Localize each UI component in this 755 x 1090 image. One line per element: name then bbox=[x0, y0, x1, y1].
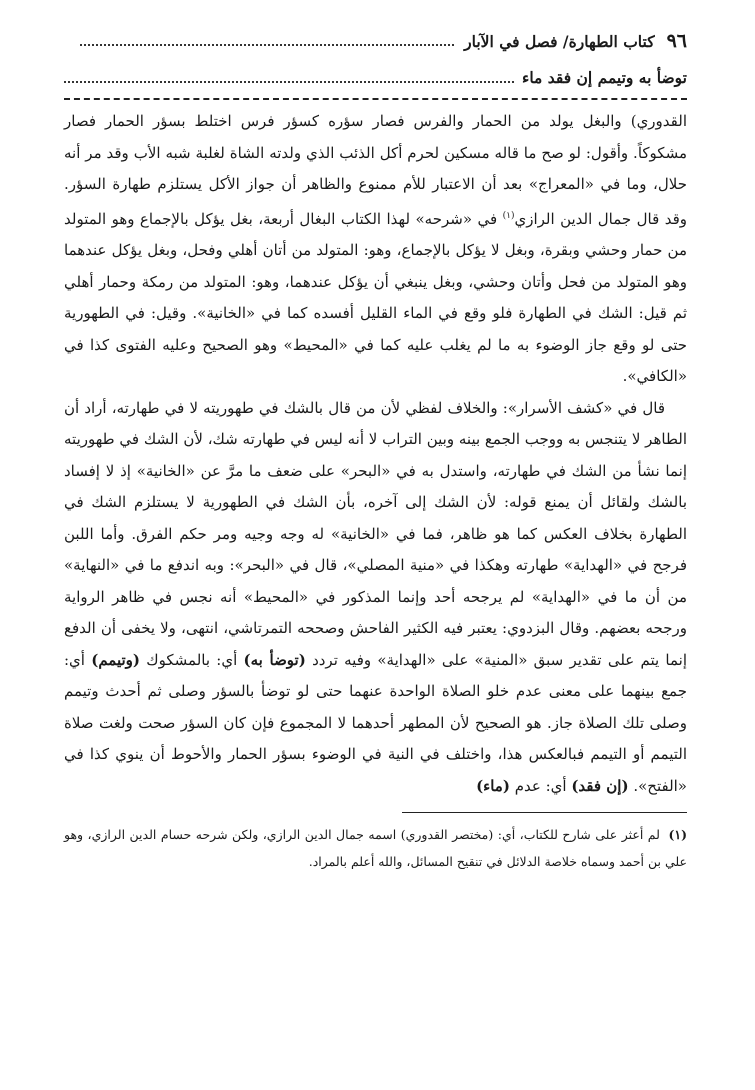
paragraph-2-segment: أي: عدم bbox=[509, 776, 572, 795]
section-heading-text: توضأ به وتيمم إن فقد ماء bbox=[522, 67, 687, 87]
footnote-text: لم أعثر على شارح للكتاب، أي: (مختصر القدوري) اسمه جمال الدين الرازي، ولكن شرحه حسام الدين الرازي، وهو علي بن أحمد وسماه خلاصة الدلائل في تنقيح المسائل، والله أعلم بالمراد. bbox=[64, 827, 687, 869]
matn-quote: (ماء) bbox=[476, 776, 510, 795]
running-title: كتاب الطهارة/ فصل في الآبار bbox=[464, 31, 655, 51]
body-text bbox=[64, 106, 687, 802]
matn-quote: (وتيمم) bbox=[91, 650, 141, 669]
page-number: ٩٦ bbox=[666, 30, 687, 52]
dashed-divider bbox=[64, 98, 687, 100]
matn-quote: (توضأ به) bbox=[243, 650, 306, 669]
paragraph-1-text: القدوري) والبغل يولد من الحمار والفرس فصار سؤره كسؤر فرس اختلط بسؤر الحمار فصار مشكوكاً. وأقول: لو صح ما قاله مسكين لحرم أكل الذئب الذي ولدته الشاة لغلبة شبه الأب وقد مر أنه حلال، وما في «المعراج» بعد أن الاعتبار للأم ممنوع والظاهر أن جواز الأكل يستلزم طهارة السؤر. وقد قال جمال الدين الرازي bbox=[64, 112, 687, 228]
paragraph-2-segment: أي: بالمشكوك bbox=[140, 650, 244, 669]
matn-quote: (إن فقد) bbox=[571, 776, 629, 795]
section-heading bbox=[64, 60, 687, 94]
footnote-separator bbox=[402, 812, 687, 813]
paragraph-2-segment: قال في «كشف الأسرار»: والخلاف لفظي لأن من قال بالشك في طهوريته لا في طهارته، أراد أن الطاهر لا يتنجس به ووجب الجمع بينه وبين التراب لا أنه ليس في طهارته شك، لأن الشك في طهوريته إنما نشأ من الشك في طهارته، واستدل به في «البحر» على ضعف ما مرَّ عن «الخانية» إذ لا إفساد بالشك ولقائل أن يمنع قوله: لأن الشك إلى آخره، بأن الشك في الطهورية لا يستلزم الشك في الطهارة بخلاف العكس كما هو ظاهر، فما في «الخانية» له وجه وجيه ومر حكم الفرق. وأما اللبن فرجح في «الهداية» طهارته وهكذا في «منية المصلي»، قال في «البحر»: وبه اندفع ما في «النهاية» من أن ما في «الهداية» لم يرجحه أحد وإنما المذكور في «المحيط» أنه نجس في ظاهر الرواية ورجحه بعضهم. وقال البزدوي: يعتبر فيه الكثير الفاحش وصححه التمرتاشي، انتهى، ولا يخفى أن الدفع إنما يتم على تقدير سبق «المنية» على «الهداية» وفيه تردد bbox=[64, 398, 687, 669]
footnote bbox=[64, 821, 687, 875]
paragraph-2 bbox=[64, 393, 687, 803]
header-dotted-rule bbox=[80, 36, 454, 46]
paragraph-1-continued: في «شرحه» لهذا الكتاب البغال أربعة، بغل يؤكل بالإجماع وهو المتولد من حمار وحشي وبقرة، وبغل لا يؤكل بالإجماع، وهو: المتولد من أتان أهلي وفحل، وبغل يؤكل عندهما وهو المتولد من فحل وأتان وحشي، وبغل ينبغي أن يؤكل عندهما، وهو: المتولد من رمكة وحمار أهلي ثم قيل: الشك في الطهارة فلو وقع في الماء القليل أفسده كما في «الخانية». وقيل: في الطهورية حتى لو وقع جاز الوضوء به ما لم يغلب عليه كما في «المحيط» وهو الصحيح وعليه الفتوى كذا في «الكافي». bbox=[64, 209, 687, 385]
footnote-marker: (١) bbox=[502, 210, 515, 221]
heading-dotted-leader bbox=[64, 71, 514, 83]
paragraph-1 bbox=[64, 106, 687, 393]
paragraph-2-segment: أي: جمع بينهما على معنى عدم خلو الصلاة الواحدة عنهما حتى لو توضأ بالسؤر وصلى ثم أحدث وتيمم وصلى تلك الصلاة جاز. هو الصحيح لأن المطهر أحدهما لا المجموع فإن كان السؤر صحت ولغت صلاة التيمم أو التيمم فبالعكس هذا، واختلف في النية في الوضوء بسؤر الحمار والأحوط أن ينوي كذا في «الفتح». bbox=[64, 650, 687, 795]
page-header bbox=[64, 26, 687, 56]
footnote-number: (١) bbox=[668, 827, 687, 842]
